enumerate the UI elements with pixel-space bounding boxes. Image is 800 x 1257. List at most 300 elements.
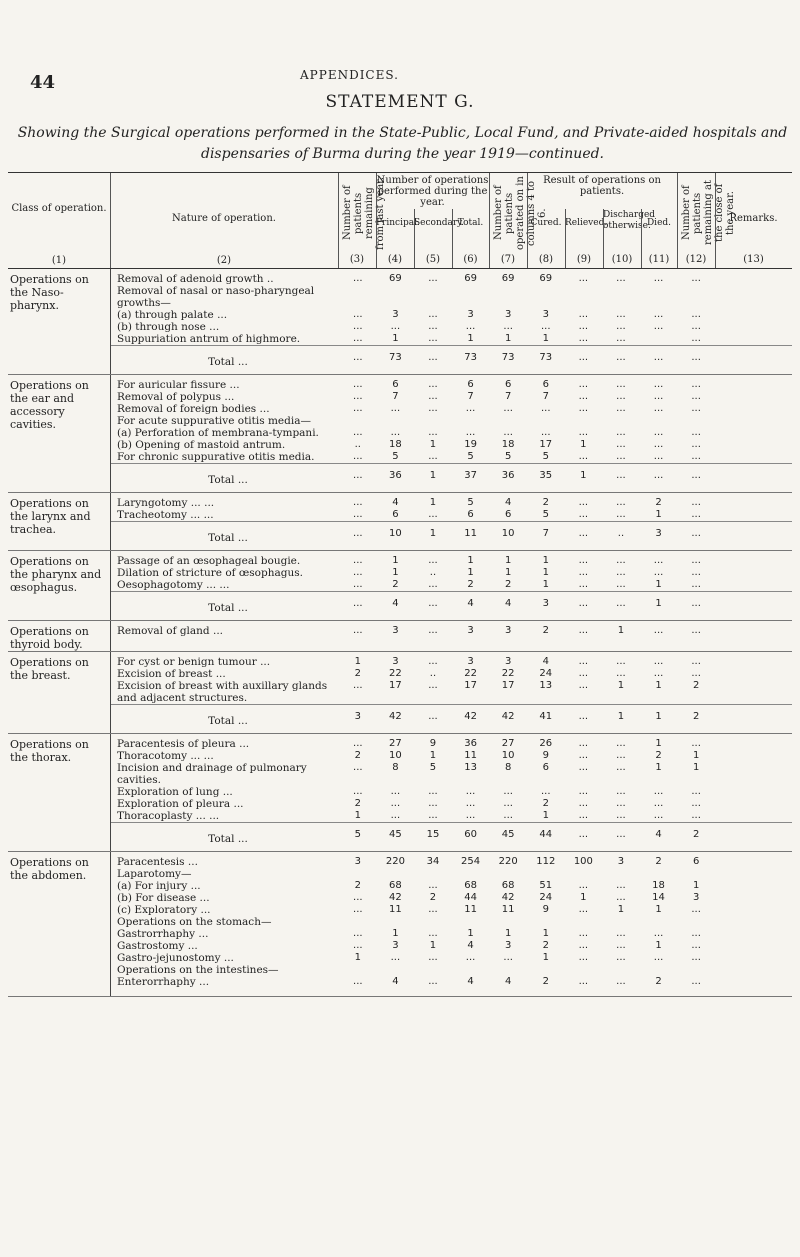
total-row: [111, 521, 792, 550]
column-number: (7): [500, 254, 516, 265]
cell-col-9: [565, 964, 603, 976]
operation-name: Enterorrhaphy ...: [117, 976, 210, 988]
table-row: [111, 451, 792, 463]
cell-col-10: ...: [616, 940, 626, 951]
cell-col-9: ...: [578, 427, 589, 438]
cell-remarks: [715, 509, 761, 521]
cell-col-10: [602, 868, 640, 880]
cell-col-11: ...: [653, 786, 664, 797]
cell-col-12: 2: [692, 711, 700, 722]
cell-col-3: ...: [353, 528, 363, 539]
cell-col-5: ...: [428, 786, 438, 797]
cell-col-8: 1: [542, 333, 549, 344]
cell-col-12: ...: [691, 352, 701, 363]
cell-col-9: ...: [578, 321, 589, 332]
cell-col-5: ...: [428, 810, 438, 821]
operation-name: For cyst or benign tumour ...: [117, 656, 271, 668]
cell-remarks: [715, 928, 761, 940]
cell-col-10: ...: [616, 333, 626, 344]
cell-col-11: ...: [653, 555, 664, 566]
cell-col-6: 37: [464, 470, 477, 481]
cell-col-3: ...: [353, 892, 363, 903]
cell-col-12: 1: [692, 880, 700, 891]
cell-col-7: 22: [501, 668, 515, 679]
cell-col-11: ...: [653, 352, 664, 363]
cell-col-9: [565, 868, 603, 880]
cell-col-3: 1: [354, 810, 361, 821]
cell-col-9: ...: [578, 762, 589, 773]
cell-col-8: [527, 916, 565, 928]
cell-col-5: ...: [428, 880, 438, 891]
cell-col-9: ...: [578, 810, 589, 821]
cell-col-7: [489, 868, 527, 880]
cell-col-12: ...: [691, 928, 701, 939]
cell-col-6: 36: [464, 738, 477, 749]
cell-col-9: ...: [578, 567, 589, 578]
cell-col-6: 5: [467, 451, 474, 462]
cell-col-9: ...: [578, 598, 589, 609]
cell-col-3: 3: [354, 856, 361, 867]
cell-col-10: ...: [616, 273, 626, 284]
table-row: [111, 798, 792, 810]
cell-col-4: 6: [392, 379, 399, 390]
cell-col-4: 220: [385, 856, 405, 867]
table-row: [111, 415, 792, 427]
cell-col-9: ...: [578, 497, 589, 508]
cell-col-7: ...: [503, 427, 513, 438]
cell-col-6: 42: [464, 711, 477, 722]
cell-remarks: [715, 904, 761, 916]
cell-col-3: ...: [353, 333, 363, 344]
cell-col-5: ...: [428, 711, 438, 722]
cell-col-6: 1: [467, 333, 474, 344]
table-row: [111, 904, 792, 916]
operation-name: Removal of nasal or naso-pharyngeal growths—: [117, 285, 315, 309]
cell-col-10: ...: [616, 880, 626, 891]
header-remaining-end: Number of patients remaining at the close of the year.: [681, 180, 736, 246]
cell-remarks: [715, 379, 761, 391]
operation-name: Oesophagotomy ... ...: [117, 579, 230, 591]
statement-title: STATEMENT G.: [325, 92, 475, 112]
section: [8, 269, 792, 375]
cell-col-11: 1: [655, 738, 662, 749]
cell-remarks: [715, 309, 761, 321]
operation-name: Thoracoplasty ... ...: [117, 810, 220, 822]
cell-col-9: ...: [578, 786, 589, 797]
cell-col-12: ...: [691, 439, 701, 450]
cell-col-5: ...: [428, 451, 438, 462]
operation-name: For chronic suppurative otitis media.: [117, 451, 315, 463]
cell-col-10: ...: [616, 668, 626, 679]
cell-col-12: 1: [692, 762, 700, 773]
cell-col-5: 15: [426, 829, 440, 840]
operation-name: (a) Perforation of membrana-tympani.: [117, 427, 319, 439]
cell-col-12: ...: [691, 403, 701, 414]
cell-col-3: ...: [353, 598, 363, 609]
cell-col-7: 4: [504, 976, 512, 987]
cell-col-11: ...: [653, 952, 664, 963]
table-row: [111, 762, 792, 786]
cell-col-10: ...: [616, 555, 626, 566]
cell-col-5: 1: [429, 940, 437, 951]
cell-col-6: 1: [467, 567, 474, 578]
operation-class: Operations on the pharynx and œsophagus.: [10, 555, 102, 594]
table-row: [111, 738, 792, 750]
table-row: [111, 555, 792, 567]
cell-col-7: ...: [503, 810, 513, 821]
cell-col-4: 7: [392, 391, 399, 402]
header-total: Total.: [457, 218, 484, 228]
operation-name: (c) Exploratory ...: [117, 904, 211, 916]
cell-remarks: [715, 680, 761, 704]
cell-col-12: ...: [691, 567, 701, 578]
cell-col-8: 1: [542, 928, 549, 939]
table-row: [111, 273, 792, 285]
cell-remarks: [715, 810, 761, 822]
cell-col-7: 6: [504, 379, 512, 390]
cell-col-5: ...: [428, 391, 438, 402]
cell-col-7: [489, 285, 527, 309]
table-body: [8, 269, 792, 997]
cell-remarks: [715, 964, 761, 976]
table-row: [111, 567, 792, 579]
header-remaining: Number of patients remaining from last year.: [342, 176, 386, 250]
cell-col-12: ...: [691, 940, 701, 951]
cell-col-9: ...: [578, 880, 589, 891]
cell-col-4: 6: [392, 509, 399, 520]
cell-col-5: ...: [428, 321, 438, 332]
cell-col-10: ...: [616, 798, 626, 809]
operation-class: Operations on the larynx and trachea.: [10, 497, 91, 536]
cell-col-12: 2: [692, 829, 700, 840]
cell-col-8: 2: [542, 798, 549, 809]
cell-col-11: ...: [653, 403, 664, 414]
cell-col-7: 36: [501, 470, 515, 481]
table-row: [111, 309, 792, 321]
cell-col-5: ...: [428, 656, 438, 667]
cell-col-10: ..: [617, 528, 625, 539]
cell-col-5: ...: [428, 976, 438, 987]
cell-col-11: ...: [653, 470, 664, 481]
cell-col-3: ...: [353, 738, 363, 749]
table-row: [111, 427, 792, 439]
cell-col-10: ...: [616, 762, 626, 773]
cell-remarks: [715, 916, 761, 928]
cell-col-11: 2: [655, 497, 662, 508]
cell-col-7: 3: [504, 309, 512, 320]
cell-col-12: [677, 285, 715, 309]
cell-col-4: ...: [390, 403, 401, 414]
cell-col-6: 11: [464, 904, 477, 915]
cell-col-6: 13: [464, 762, 477, 773]
cell-col-5: ...: [428, 427, 438, 438]
cell-col-3: ...: [353, 928, 363, 939]
cell-col-10: 1: [617, 680, 625, 691]
total-label: Total ...: [208, 532, 248, 544]
cell-col-4: 42: [389, 892, 402, 903]
cell-col-10: ...: [616, 439, 626, 450]
section: [8, 621, 792, 652]
total-row: [111, 591, 792, 620]
cell-col-11: ...: [653, 810, 664, 821]
cell-col-8: ...: [540, 786, 551, 797]
cell-col-9: ...: [578, 528, 589, 539]
operation-class: Operations on the Naso-pharynx.: [10, 273, 89, 312]
cell-col-4: [377, 415, 415, 427]
cell-col-9: ...: [578, 625, 589, 636]
cell-remarks: [715, 868, 761, 880]
cell-col-4: 69: [389, 273, 402, 284]
section: [8, 734, 792, 852]
cell-col-4: 45: [389, 829, 402, 840]
operation-name: (a) For injury ...: [117, 880, 201, 892]
operation-name: Exploration of lung ...: [117, 786, 233, 798]
cell-col-10: ...: [616, 598, 626, 609]
table-row: [111, 391, 792, 403]
cell-col-12: 3: [692, 892, 700, 903]
cell-col-12: 1: [692, 750, 700, 761]
cell-col-3: ...: [353, 403, 363, 414]
operation-name: (a) through palate ...: [117, 309, 228, 321]
cell-col-8: ...: [540, 403, 551, 414]
cell-col-8: 9: [542, 750, 549, 761]
operation-name: (b) through nose ...: [117, 321, 220, 333]
section: [8, 852, 792, 997]
cell-remarks: [715, 598, 761, 614]
cell-col-3: 2: [354, 880, 361, 891]
cell-remarks: [715, 976, 761, 988]
cell-col-9: 1: [580, 439, 587, 450]
cell-col-8: 1: [542, 952, 549, 963]
cell-col-3: ...: [353, 451, 363, 462]
cell-col-6: 4: [467, 940, 474, 951]
operation-class: Operations on the ear and accessory cavities.: [10, 379, 89, 431]
cell-col-7: 4: [504, 497, 512, 508]
operations-table: [8, 172, 792, 997]
cell-col-11: [640, 415, 678, 427]
cell-col-7: [489, 964, 527, 976]
table-row: [111, 285, 792, 309]
cell-col-10: 3: [617, 856, 625, 867]
cell-col-6: [452, 285, 490, 309]
operation-name: Paracentesis ...: [117, 856, 198, 868]
cell-col-12: ...: [691, 786, 701, 797]
cell-col-12: ...: [691, 379, 701, 390]
cell-col-10: 1: [617, 625, 625, 636]
cell-col-9: ...: [578, 940, 589, 951]
cell-col-11: [640, 916, 678, 928]
header-died: Died.: [646, 218, 672, 228]
cell-col-12: ...: [691, 273, 701, 284]
operation-name: Removal of gland ...: [117, 625, 224, 637]
cell-col-9: ...: [578, 391, 589, 402]
cell-col-5: 5: [429, 762, 437, 773]
cell-col-5: ...: [428, 798, 438, 809]
cell-col-12: ...: [691, 470, 701, 481]
cell-col-4: 36: [389, 470, 402, 481]
cell-col-3: ...: [353, 680, 363, 691]
cell-remarks: [715, 451, 761, 463]
cell-col-8: 1: [542, 567, 549, 578]
cell-col-11: ...: [653, 379, 664, 390]
cell-col-4: 22: [389, 668, 402, 679]
column-number: (6): [463, 254, 478, 265]
section: [8, 493, 792, 551]
cell-remarks: [715, 798, 761, 810]
cell-col-10: ...: [616, 321, 626, 332]
cell-col-6: 1: [467, 928, 474, 939]
operation-name: Tracheotomy ... ...: [117, 509, 214, 521]
cell-col-10: ...: [616, 738, 626, 749]
cell-col-5: 2: [429, 892, 437, 903]
cell-col-10: 1: [617, 904, 625, 915]
cell-col-11: ...: [653, 309, 664, 320]
cell-col-9: ...: [578, 509, 589, 520]
cell-col-9: ...: [578, 750, 589, 761]
operation-name: For acute suppurative otitis media—: [117, 415, 311, 427]
cell-remarks: [715, 940, 761, 952]
cell-col-5: 1: [429, 497, 437, 508]
cell-col-5: ...: [428, 598, 438, 609]
cell-col-7: 3: [504, 940, 512, 951]
cell-col-3: 5: [354, 829, 361, 840]
cell-col-7: 1: [504, 928, 512, 939]
cell-remarks: [715, 470, 761, 486]
operation-name: Laparotomy—: [117, 868, 192, 880]
cell-col-9: ...: [578, 403, 589, 414]
cell-col-6: ...: [465, 786, 476, 797]
cell-col-9: 1: [580, 470, 587, 481]
cell-remarks: [715, 352, 761, 368]
cell-col-10: ...: [616, 892, 626, 903]
cell-col-10: ...: [616, 656, 626, 667]
cell-col-7: 5: [504, 451, 512, 462]
cell-col-4: ...: [390, 952, 401, 963]
cell-col-4: ...: [390, 321, 401, 332]
cell-col-6: ...: [465, 798, 476, 809]
cell-col-10: ...: [616, 379, 626, 390]
total-row: [111, 345, 792, 374]
cell-col-5: ...: [428, 952, 438, 963]
cell-col-10: [602, 916, 640, 928]
cell-col-5: 1: [429, 470, 437, 481]
operation-name: Gastrorrhaphy ...: [117, 928, 209, 940]
cell-col-4: 5: [392, 451, 399, 462]
running-head: APPENDICES.: [300, 68, 399, 82]
operation-class: Operations on thyroid body.: [10, 625, 89, 651]
cell-col-3: 2: [354, 750, 361, 761]
cell-col-7: 18: [501, 439, 515, 450]
cell-col-4: 17: [389, 680, 402, 691]
cell-col-10: ...: [616, 427, 626, 438]
table-row: [111, 439, 792, 451]
cell-col-3: ...: [353, 470, 363, 481]
cell-col-4: [377, 285, 415, 309]
cell-col-10: [602, 285, 640, 309]
table-row: [111, 868, 792, 880]
cell-col-4: ...: [390, 786, 401, 797]
header-performed: Number of operations performed during the year.: [376, 175, 489, 208]
cell-col-9: ...: [578, 711, 589, 722]
table-row: [111, 379, 792, 391]
cell-col-3: [339, 285, 377, 309]
total-label: Total ...: [208, 474, 248, 486]
cell-col-11: ...: [653, 391, 664, 402]
table-row: [111, 625, 792, 637]
cell-col-9: ...: [578, 952, 589, 963]
cell-col-7: 1: [504, 555, 512, 566]
cell-col-4: 8: [392, 762, 399, 773]
cell-col-11: 14: [652, 892, 665, 903]
cell-remarks: [715, 439, 761, 451]
cell-col-11: ...: [653, 439, 664, 450]
cell-col-8: 41: [539, 711, 553, 722]
cell-col-10: ...: [616, 567, 626, 578]
cell-col-8: 44: [539, 829, 553, 840]
cell-col-5: ...: [428, 379, 438, 390]
cell-remarks: [715, 786, 761, 798]
cell-col-9: ...: [578, 273, 589, 284]
cell-col-5: ...: [428, 625, 438, 636]
cell-col-11: 3: [655, 528, 662, 539]
cell-col-9: 1: [580, 892, 587, 903]
operation-name: Excision of breast ...: [117, 668, 226, 680]
cell-col-10: [602, 415, 640, 427]
cell-col-4: 1: [392, 567, 399, 578]
cell-col-11: 2: [655, 976, 662, 987]
cell-col-6: 5: [467, 497, 474, 508]
cell-col-3: ...: [353, 509, 363, 520]
cell-col-3: [339, 916, 377, 928]
cell-col-6: 17: [464, 680, 477, 691]
cell-remarks: [715, 762, 761, 786]
column-number: (8): [538, 254, 554, 265]
cell-col-6: 11: [464, 750, 477, 761]
cell-col-11: 1: [655, 711, 662, 722]
cell-col-11: 1: [655, 680, 662, 691]
cell-col-12: ...: [691, 528, 701, 539]
cell-col-9: ...: [578, 379, 589, 390]
operation-name: Gastrostomy ...: [117, 940, 198, 952]
cell-col-9: ...: [578, 829, 589, 840]
cell-col-10: ...: [616, 750, 626, 761]
cell-col-8: 6: [542, 379, 549, 390]
cell-col-5: ...: [428, 309, 438, 320]
cell-remarks: [715, 427, 761, 439]
cell-col-11: ...: [653, 321, 664, 332]
cell-col-3: ...: [353, 352, 363, 363]
table-row: [111, 321, 792, 333]
cell-col-6: 254: [461, 856, 481, 867]
cell-remarks: [715, 952, 761, 964]
column-number: (4): [387, 254, 403, 265]
operation-name: Laryngotomy ... ...: [117, 497, 215, 509]
cell-col-9: ...: [578, 668, 589, 679]
cell-remarks: [715, 711, 761, 727]
table-row: [111, 964, 792, 976]
cell-col-12: ...: [691, 738, 701, 749]
cell-col-8: 24: [539, 668, 553, 679]
cell-col-6: 3: [467, 309, 474, 320]
cell-col-5: ..: [429, 668, 437, 679]
cell-remarks: [715, 579, 761, 591]
cell-col-4: [377, 916, 415, 928]
cell-col-4: 27: [389, 738, 402, 749]
cell-col-5: ...: [428, 403, 438, 414]
statement-subtitle: Showing the Surgical operations performed in the State-Public, Local Fund, and Private-aided hospitals and dispensaries of Burma during the year 1919—continued.: [17, 125, 788, 162]
cell-col-6: 4: [467, 976, 474, 987]
cell-col-12: [677, 415, 715, 427]
